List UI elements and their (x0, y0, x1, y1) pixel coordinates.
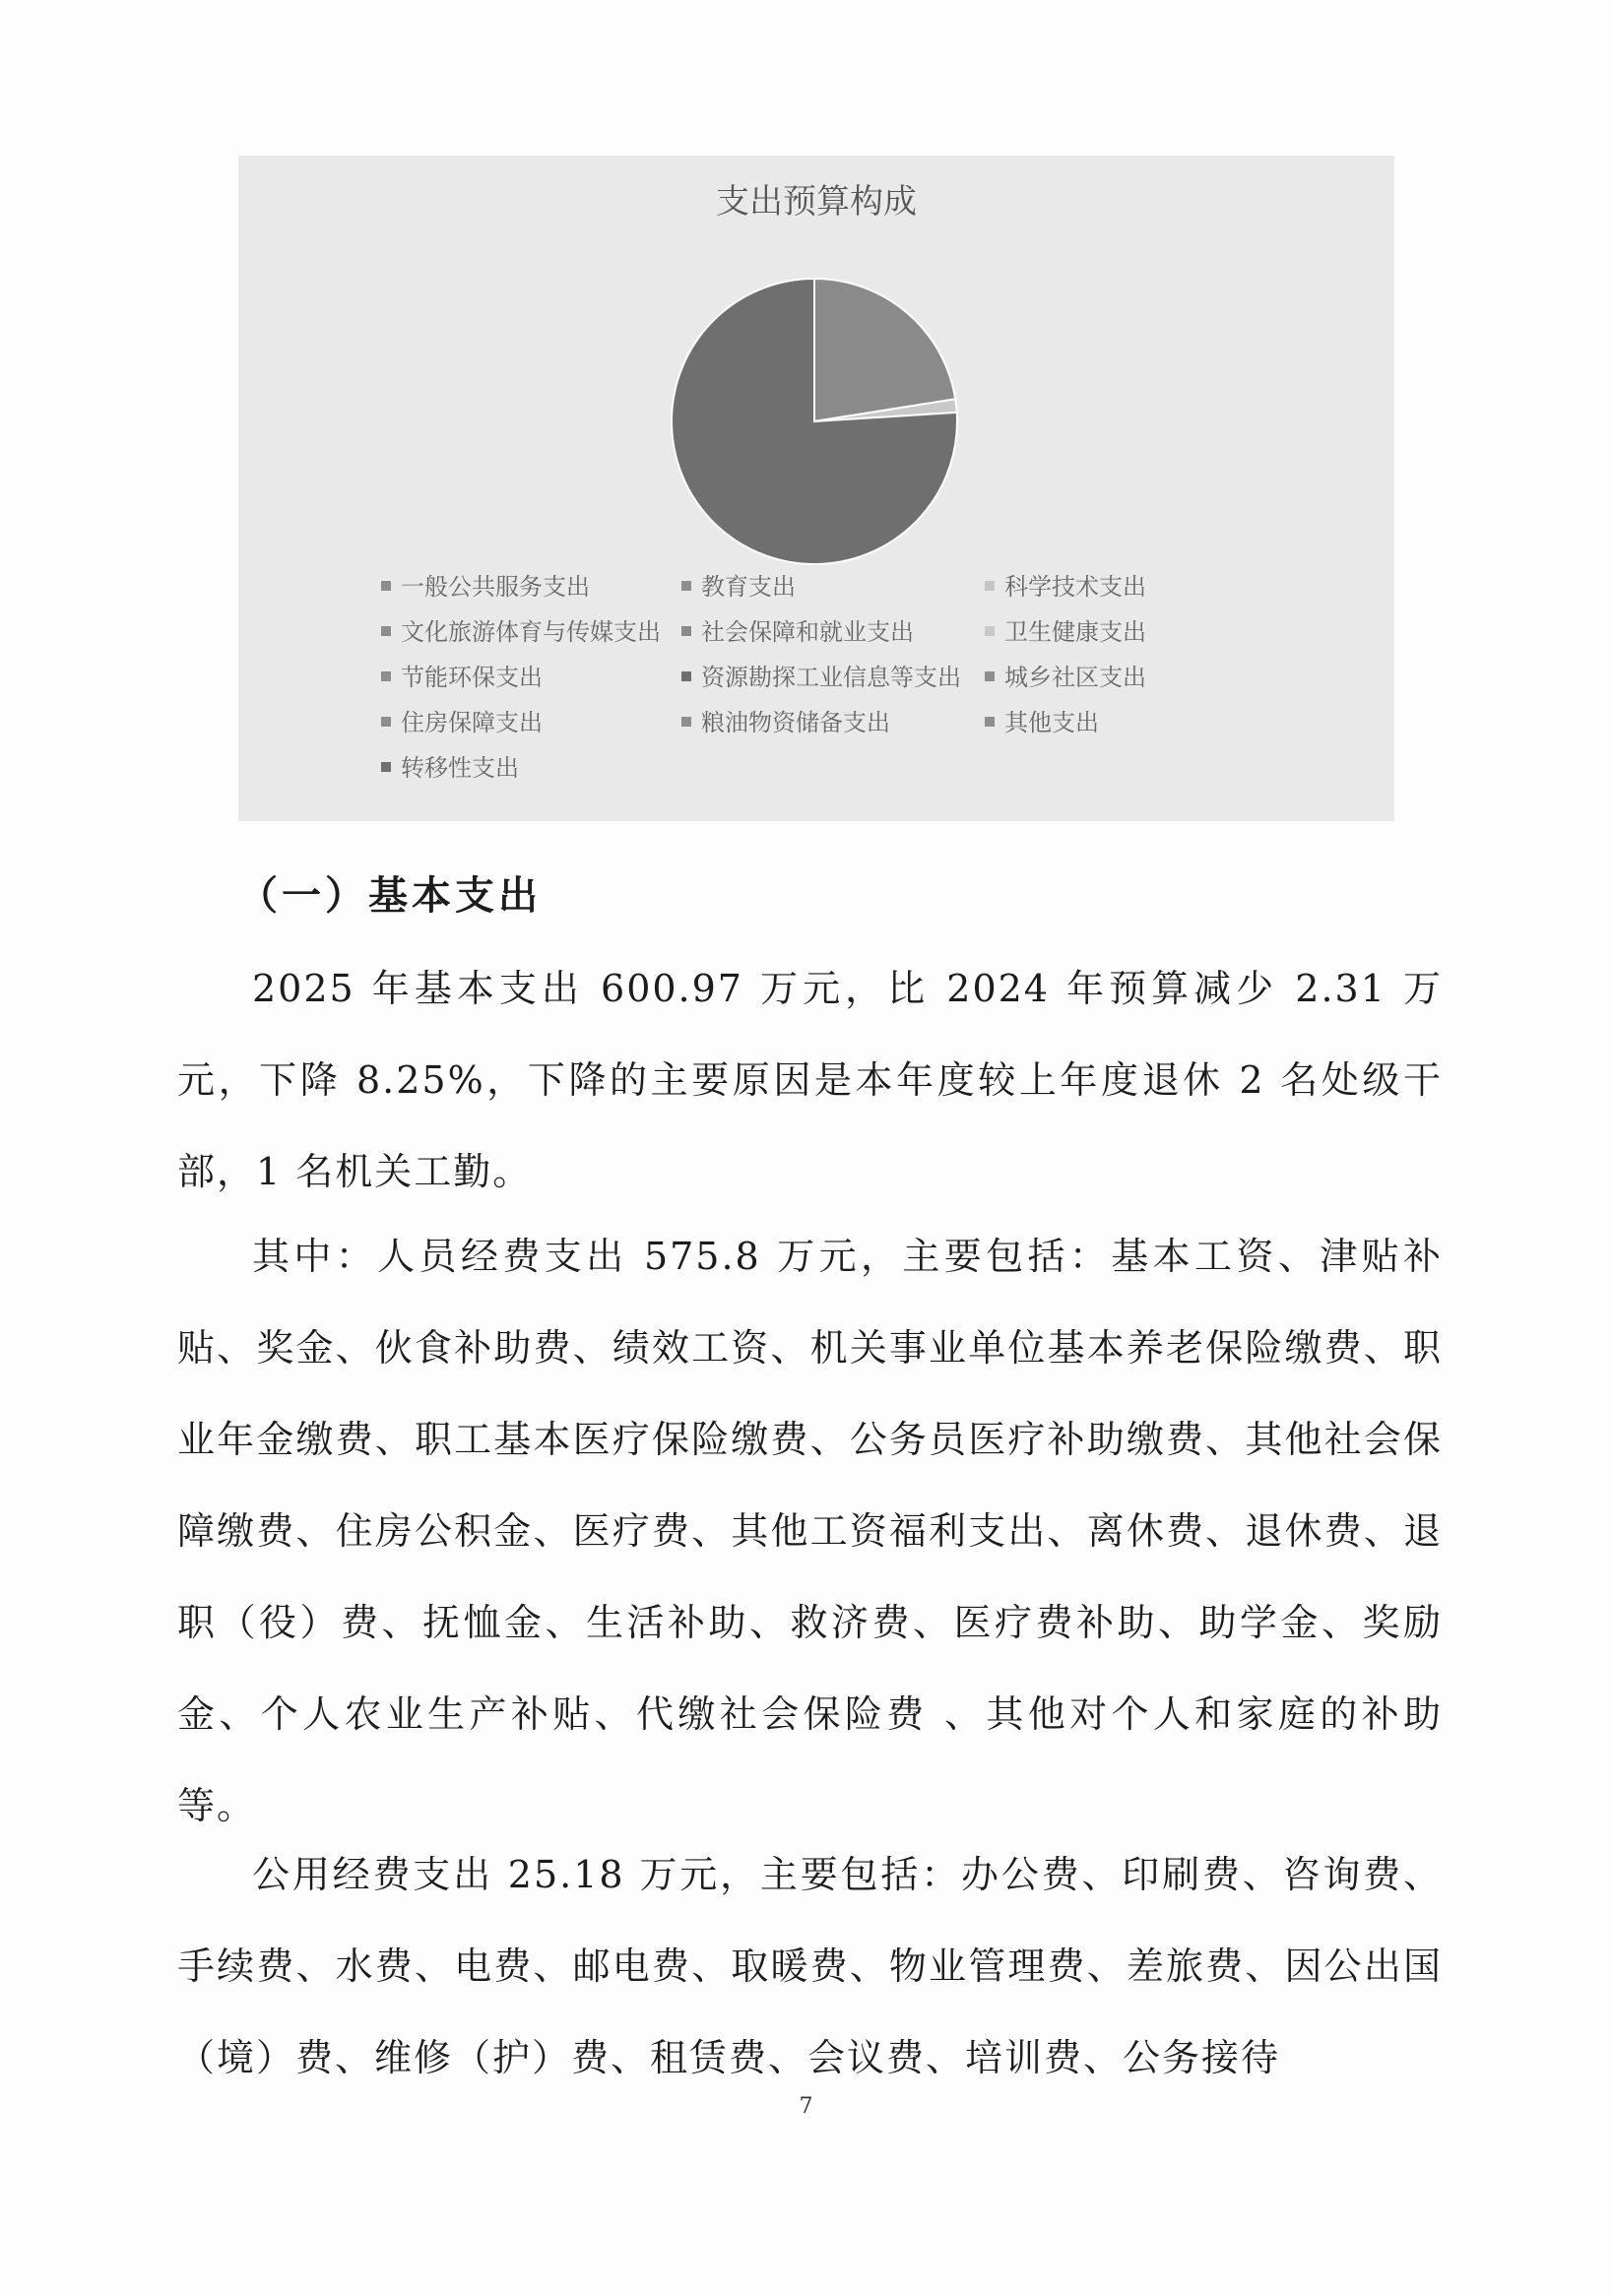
expenditure-pie-chart (238, 156, 1394, 821)
chart-title: 支出预算构成 (716, 182, 917, 222)
legend-item (381, 707, 543, 738)
legend-label: 城乡社区支出 (1004, 664, 1146, 691)
legend-swatch (681, 581, 691, 591)
legend-label: 科学技术支出 (1004, 573, 1146, 601)
legend-label: 节能环保支出 (401, 664, 543, 691)
paragraph-public-expenditure: 公用经费支出 25.18 万元，主要包括：办公费、印刷费、咨询费、手续费、水费、电费、邮电费、取暖费、物业管理费、差旅费、因公出国（境）费、维修（护）费、租赁费、会议费、培训费、公务接待 (177, 1853, 1443, 2079)
legend-item (381, 571, 590, 603)
legend-label: 社会保障和就业支出 (701, 618, 914, 646)
legend-label: 其他支出 (1004, 709, 1099, 736)
legend-swatch (985, 626, 995, 636)
legend-item (681, 616, 914, 648)
legend-item (681, 662, 961, 693)
legend-swatch (681, 717, 691, 727)
legend-item (985, 571, 1146, 603)
legend-label: 文化旅游体育与传媒支出 (401, 618, 661, 646)
legend-swatch (381, 762, 391, 772)
legend-item (681, 707, 890, 738)
legend-item (985, 662, 1146, 693)
legend-swatch (985, 581, 995, 591)
pie-slice-5 (814, 279, 955, 421)
legend-swatch (681, 626, 691, 636)
legend-swatch (381, 626, 391, 636)
paragraph-basic-expenditure: 2025 年基本支出 600.97 万元，比 2024 年预算减少 2.31 万元，下降 8.25%，下降的主要原因是本年度较上年度退休 2 名处级干部，1 名机关工勤。 (177, 967, 1443, 1193)
legend-swatch (985, 717, 995, 727)
legend-label: 转移性支出 (401, 754, 519, 782)
legend-label: 资源勘探工业信息等支出 (701, 664, 961, 691)
legend-item (985, 616, 1146, 648)
pie-slices (672, 279, 957, 564)
legend-item (381, 752, 519, 784)
legend-item (681, 571, 796, 603)
legend-label: 一般公共服务支出 (401, 573, 590, 601)
legend-label: 住房保障支出 (401, 709, 543, 736)
legend-item (985, 707, 1099, 738)
legend-swatch (381, 717, 391, 727)
legend-swatch (381, 581, 391, 591)
legend-item (381, 662, 543, 693)
section-heading: （一）基本支出 (238, 872, 542, 919)
legend-label: 粮油物资储备支出 (701, 709, 890, 736)
page-number: 7 (799, 2094, 813, 2119)
legend-item (381, 616, 661, 648)
legend-swatch (681, 671, 691, 681)
paragraph-personnel-expenditure: 其中：人员经费支出 575.8 万元，主要包括：基本工资、津贴补贴、奖金、伙食补助费、绩效工资、机关事业单位基本养老保险缴费、职业年金缴费、职工基本医疗保险缴费、公务员医疗补助缴费、其他社会保障缴费、住房公积金、医疗费、其他工资福利支出、离休费、退休费、退职（役）费、抚恤金、生活补助、救济费、医疗费补助、助学金、奖励金、个人农业生产补贴、代缴社会保险费 、其他对个人和家庭的补助等。 (177, 1235, 1443, 1827)
legend-label: 教育支出 (701, 573, 796, 601)
legend-swatch (985, 671, 995, 681)
legend-label: 卫生健康支出 (1004, 618, 1146, 646)
legend-swatch (381, 671, 391, 681)
